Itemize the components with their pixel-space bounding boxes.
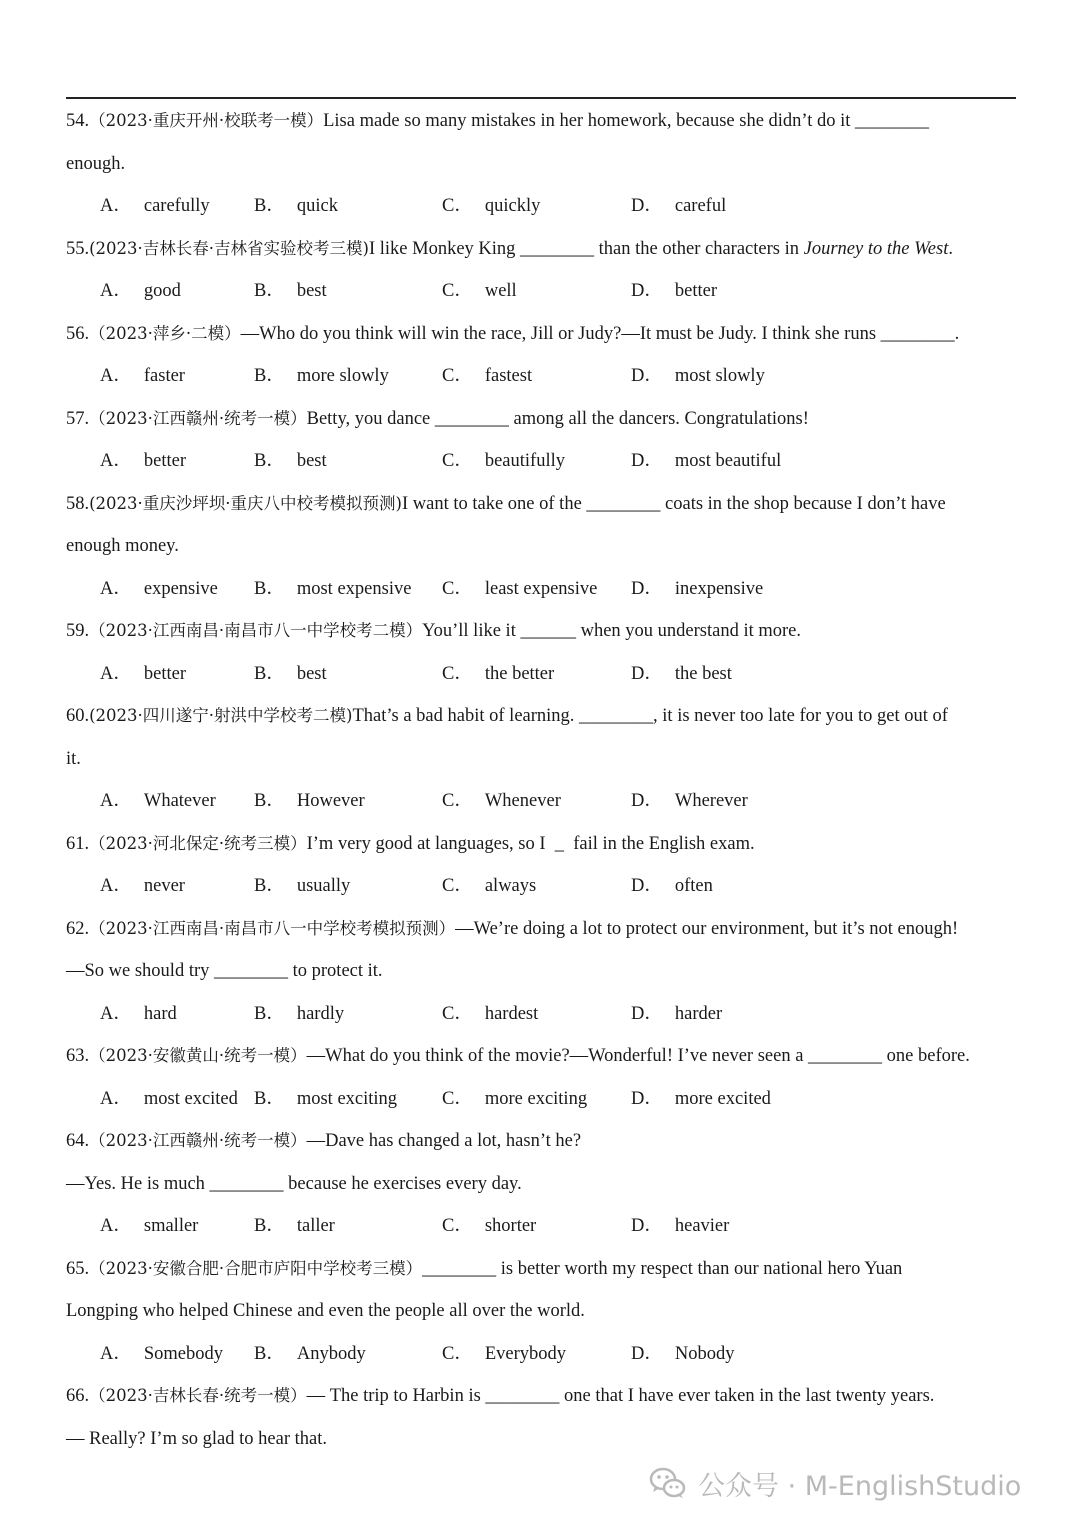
option-letter: A． [100,663,132,684]
option-b [254,1333,366,1376]
question-stem-line [66,100,1021,143]
question-stem-line [66,143,1021,186]
option-text: hardly [296,1003,345,1024]
option-a [100,865,185,908]
answer-options [66,993,1021,1036]
option-a [100,1333,223,1376]
question-stem-line [66,1418,1021,1461]
option-text: shorter [484,1216,537,1236]
question-text: . [948,238,953,259]
question-62 [66,908,1021,1036]
option-letter: D． [631,663,663,684]
option-a [100,185,210,228]
option-text: Wherever [674,791,748,811]
question-source: （2023·江西赣州·统考一模） [89,408,307,428]
option-letter: B． [254,1088,285,1109]
question-stem-line [66,695,1021,738]
watermark [648,1461,1021,1505]
option-text: faster [143,366,185,386]
option-text: most beautiful [674,451,782,471]
option-d [631,270,717,313]
option-letter: B． [254,578,285,599]
option-letter: A． [100,451,132,471]
option-a [100,1078,238,1121]
question-text: You’ll like it ______ when you understand it more. [422,621,801,641]
option-letter: A． [100,1343,132,1364]
answer-options [66,1333,1021,1376]
question-number: 58. [66,493,90,514]
question-stem-line [66,738,1021,781]
option-c [442,440,565,483]
option-letter: C． [442,366,473,386]
option-text: Anybody [296,1343,366,1364]
question-number: 57. [66,408,90,429]
option-letter: C． [442,451,473,471]
option-text: Somebody [143,1343,224,1364]
option-letter: C． [442,1003,473,1024]
option-letter: A． [100,876,132,896]
question-number: 54. [66,111,90,131]
option-text: taller [296,1216,335,1236]
question-stem-line [66,950,1021,993]
option-b [254,440,327,483]
option-letter: B． [254,1343,285,1364]
option-b [254,780,365,823]
question-source: （2023·河北保定·统考三模） [89,833,307,853]
option-b [254,1078,397,1121]
question-number: 61. [66,833,90,854]
option-text: Whatever [143,791,216,811]
question-64 [66,1120,1021,1248]
option-b [254,993,344,1036]
option-letter: A． [100,1216,132,1236]
answer-options [66,1205,1021,1248]
question-stem-line [66,398,1021,441]
option-b [254,568,411,611]
option-text: Whenever [484,791,561,811]
option-c [442,1205,536,1248]
option-letter: C． [442,1343,473,1364]
answer-options [66,270,1021,313]
option-b [254,355,389,398]
option-text: more exciting [484,1088,588,1109]
question-65 [66,1248,1021,1376]
question-source: （2023·安徽合肥·合肥市庐阳中学校考三模） [89,1258,423,1278]
option-text: expensive [143,578,218,599]
option-letter: D． [631,1216,663,1236]
option-letter: A． [100,1088,132,1109]
option-text: more slowly [296,366,389,386]
option-c [442,568,597,611]
option-text: inexpensive [674,578,764,599]
question-number: 56. [66,323,90,344]
option-letter: A． [100,578,132,599]
option-d [631,185,726,228]
question-63 [66,1035,1021,1120]
option-text: quickly [484,196,541,216]
option-text: smaller [143,1216,199,1236]
question-stem-line [66,1290,1021,1333]
question-stem-line [66,1163,1021,1206]
option-a [100,440,186,483]
option-letter: C． [442,1216,473,1236]
question-number: 64. [66,1131,90,1151]
question-number: 65. [66,1258,90,1279]
question-stem-line [66,1120,1021,1163]
question-60 [66,695,1021,823]
option-b [254,270,327,313]
option-c [442,355,532,398]
option-text: least expensive [484,578,598,599]
option-letter: A． [100,366,132,386]
option-text: good [143,281,181,301]
question-text: I’m very good at languages, so I _ fail in the English exam. [306,833,755,854]
option-letter: C． [442,1088,473,1109]
question-text: —Yes. He is much ________ because he exercises every day. [66,1173,522,1194]
option-letter: D． [631,791,663,811]
option-c [442,780,561,823]
question-57 [66,398,1021,483]
question-stem-line [66,908,1021,951]
option-text: beautifully [484,451,565,471]
option-a [100,355,185,398]
option-text: hardest [484,1003,539,1024]
question-number: 66. [66,1386,90,1406]
option-text: best [296,281,327,301]
option-letter: D． [631,451,663,471]
answer-options [66,440,1021,483]
option-a [100,270,181,313]
question-number: 55. [66,238,90,259]
option-text: better [143,663,186,684]
question-source: （2023·重庆开州·校联考一模） [89,111,324,130]
question-source: (2023·四川遂宁·射洪中学校考二模) [89,706,353,725]
option-text: heavier [674,1216,730,1236]
option-d [631,1078,771,1121]
question-stem-line [66,1248,1021,1291]
option-a [100,653,186,696]
option-a [100,780,216,823]
option-text: harder [674,1003,723,1024]
question-text: That’s a bad habit of learning. ________, it is never too late for you to get out of [352,706,948,726]
question-text: —So we should try ________ to protect it. [66,961,383,981]
option-c [442,270,517,313]
question-56 [66,313,1021,398]
watermark-text: 公众号 · M-EnglishStudio [698,1470,1022,1502]
question-stem-line [66,610,1021,653]
option-text: never [143,876,185,896]
question-stem-line [66,313,1021,356]
option-letter: D． [631,366,663,386]
option-c [442,185,540,228]
option-letter: B． [254,1216,285,1236]
question-source: （2023·江西赣州·统考一模） [89,1131,307,1150]
question-source: （2023·萍乡·二模） [89,323,241,343]
option-letter: D． [631,1088,663,1109]
option-letter: C． [442,196,473,216]
option-text: the better [484,663,555,684]
question-stem-line [66,1035,1021,1078]
question-stem-line [66,483,1021,526]
question-text: Betty, you dance ________ among all the dancers. Congratulations! [306,408,809,429]
option-d [631,355,765,398]
question-stem-line [66,525,1021,568]
option-letter: A． [100,281,132,301]
option-d [631,653,732,696]
option-letter: B． [254,663,285,684]
option-letter: C． [442,663,473,684]
option-text: Everybody [484,1343,567,1364]
question-list [66,100,1021,1460]
option-text: most exciting [296,1088,398,1109]
option-text: the best [674,663,732,684]
question-54 [66,100,1021,228]
option-text: better [674,281,717,301]
question-text: I want to take one of the ________ coats in the shop because I don’t have [401,493,946,514]
option-text: usually [296,876,351,896]
option-text: most expensive [296,578,412,599]
option-b [254,1205,335,1248]
option-letter: A． [100,1003,132,1024]
question-59 [66,610,1021,695]
answer-options [66,185,1021,228]
option-b [254,185,338,228]
option-text: best [296,663,327,684]
question-text: enough money. [66,536,179,556]
option-d [631,865,713,908]
option-a [100,1205,198,1248]
option-letter: C． [442,876,473,896]
option-text: well [484,281,517,301]
option-c [442,865,536,908]
question-text: Longping who helped Chinese and even the people all over the world. [66,1301,585,1321]
option-b [254,653,327,696]
question-source: （2023·安徽黄山·统考一模） [89,1046,307,1065]
answer-options [66,1078,1021,1121]
option-d [631,440,781,483]
question-55 [66,228,1021,313]
option-letter: A． [100,196,132,216]
option-text: most slowly [674,366,765,386]
option-c [442,653,554,696]
option-c [442,993,538,1036]
question-text: I like Monkey King ________ than the other characters in [368,238,804,259]
question-number: 59. [66,621,90,641]
question-text: — The trip to Harbin is ________ one that I have ever taken in the last twenty years. [306,1386,935,1406]
question-source: (2023·重庆沙坪坝·重庆八中校考模拟预测) [89,493,402,513]
option-a [100,568,218,611]
option-letter: B． [254,281,285,301]
option-d [631,1205,729,1248]
option-text: quick [296,196,338,216]
option-letter: C． [442,578,473,599]
option-c [442,1078,587,1121]
option-text: hard [143,1003,177,1024]
answer-options [66,653,1021,696]
option-letter: B． [254,196,285,216]
option-letter: C． [442,791,473,811]
option-c [442,1333,566,1376]
question-text: it. [66,748,81,769]
question-text: — Really? I’m so glad to hear that. [66,1428,327,1449]
option-text: best [296,451,327,471]
question-stem-line [66,228,1021,271]
option-letter: B． [254,366,285,386]
option-text: always [484,876,537,896]
option-letter: D． [631,1343,663,1364]
question-number: 60. [66,706,90,726]
option-a [100,993,177,1036]
answer-options [66,355,1021,398]
question-text: ________ is better worth my respect than our national hero Yuan [422,1258,903,1279]
option-text: most excited [143,1088,238,1109]
option-text: better [143,451,186,471]
question-stem-line [66,1375,1021,1418]
answer-options [66,568,1021,611]
option-text: often [674,876,713,896]
option-letter: B． [254,1003,285,1024]
option-text: However [296,791,365,811]
option-text: careful [674,196,727,216]
question-text: Journey to the West [803,238,949,259]
question-text: Lisa made so many mistakes in her homework, because she didn’t do it ________ [323,111,930,131]
option-letter: B． [254,451,285,471]
question-text: —We’re doing a lot to protect our environment, but it’s not enough! [455,918,959,939]
option-text: fastest [484,366,533,386]
question-number: 62. [66,918,90,939]
question-text: enough. [66,153,126,174]
answer-options [66,780,1021,823]
wechat-icon [648,1463,688,1503]
option-letter: D． [631,578,663,599]
question-source: (2023·吉林长春·吉林省实验校考三模) [89,238,369,258]
question-stem-line [66,823,1021,866]
question-66 [66,1375,1021,1460]
option-d [631,568,763,611]
question-58 [66,483,1021,611]
option-d [631,780,748,823]
option-letter: D． [631,1003,663,1024]
question-text: —What do you think of the movie?—Wonderful! I’ve never seen a ________ one before. [306,1046,970,1066]
question-number: 63. [66,1046,90,1066]
option-letter: D． [631,876,663,896]
question-text: —Dave has changed a lot, hasn’t he? [306,1131,582,1151]
answer-options [66,865,1021,908]
option-letter: D． [631,196,663,216]
option-d [631,993,722,1036]
question-text: —Who do you think will win the race, Jill or Judy?—It must be Judy. I think she runs ________. [240,323,960,344]
option-text: more excited [674,1088,771,1109]
option-text: carefully [143,196,210,216]
option-b [254,865,350,908]
option-letter: B． [254,791,285,811]
option-letter: A． [100,791,132,811]
option-text: Nobody [674,1343,735,1364]
option-letter: B． [254,876,285,896]
option-letter: D． [631,281,663,301]
header-rule [66,97,1016,99]
question-source: （2023·吉林长春·统考一模） [89,1386,307,1405]
option-letter: C． [442,281,473,301]
option-d [631,1333,735,1376]
question-61 [66,823,1021,908]
question-source: （2023·江西南昌·南昌市八一中学校考模拟预测） [89,918,456,938]
question-source: （2023·江西南昌·南昌市八一中学校考二模） [89,621,423,640]
